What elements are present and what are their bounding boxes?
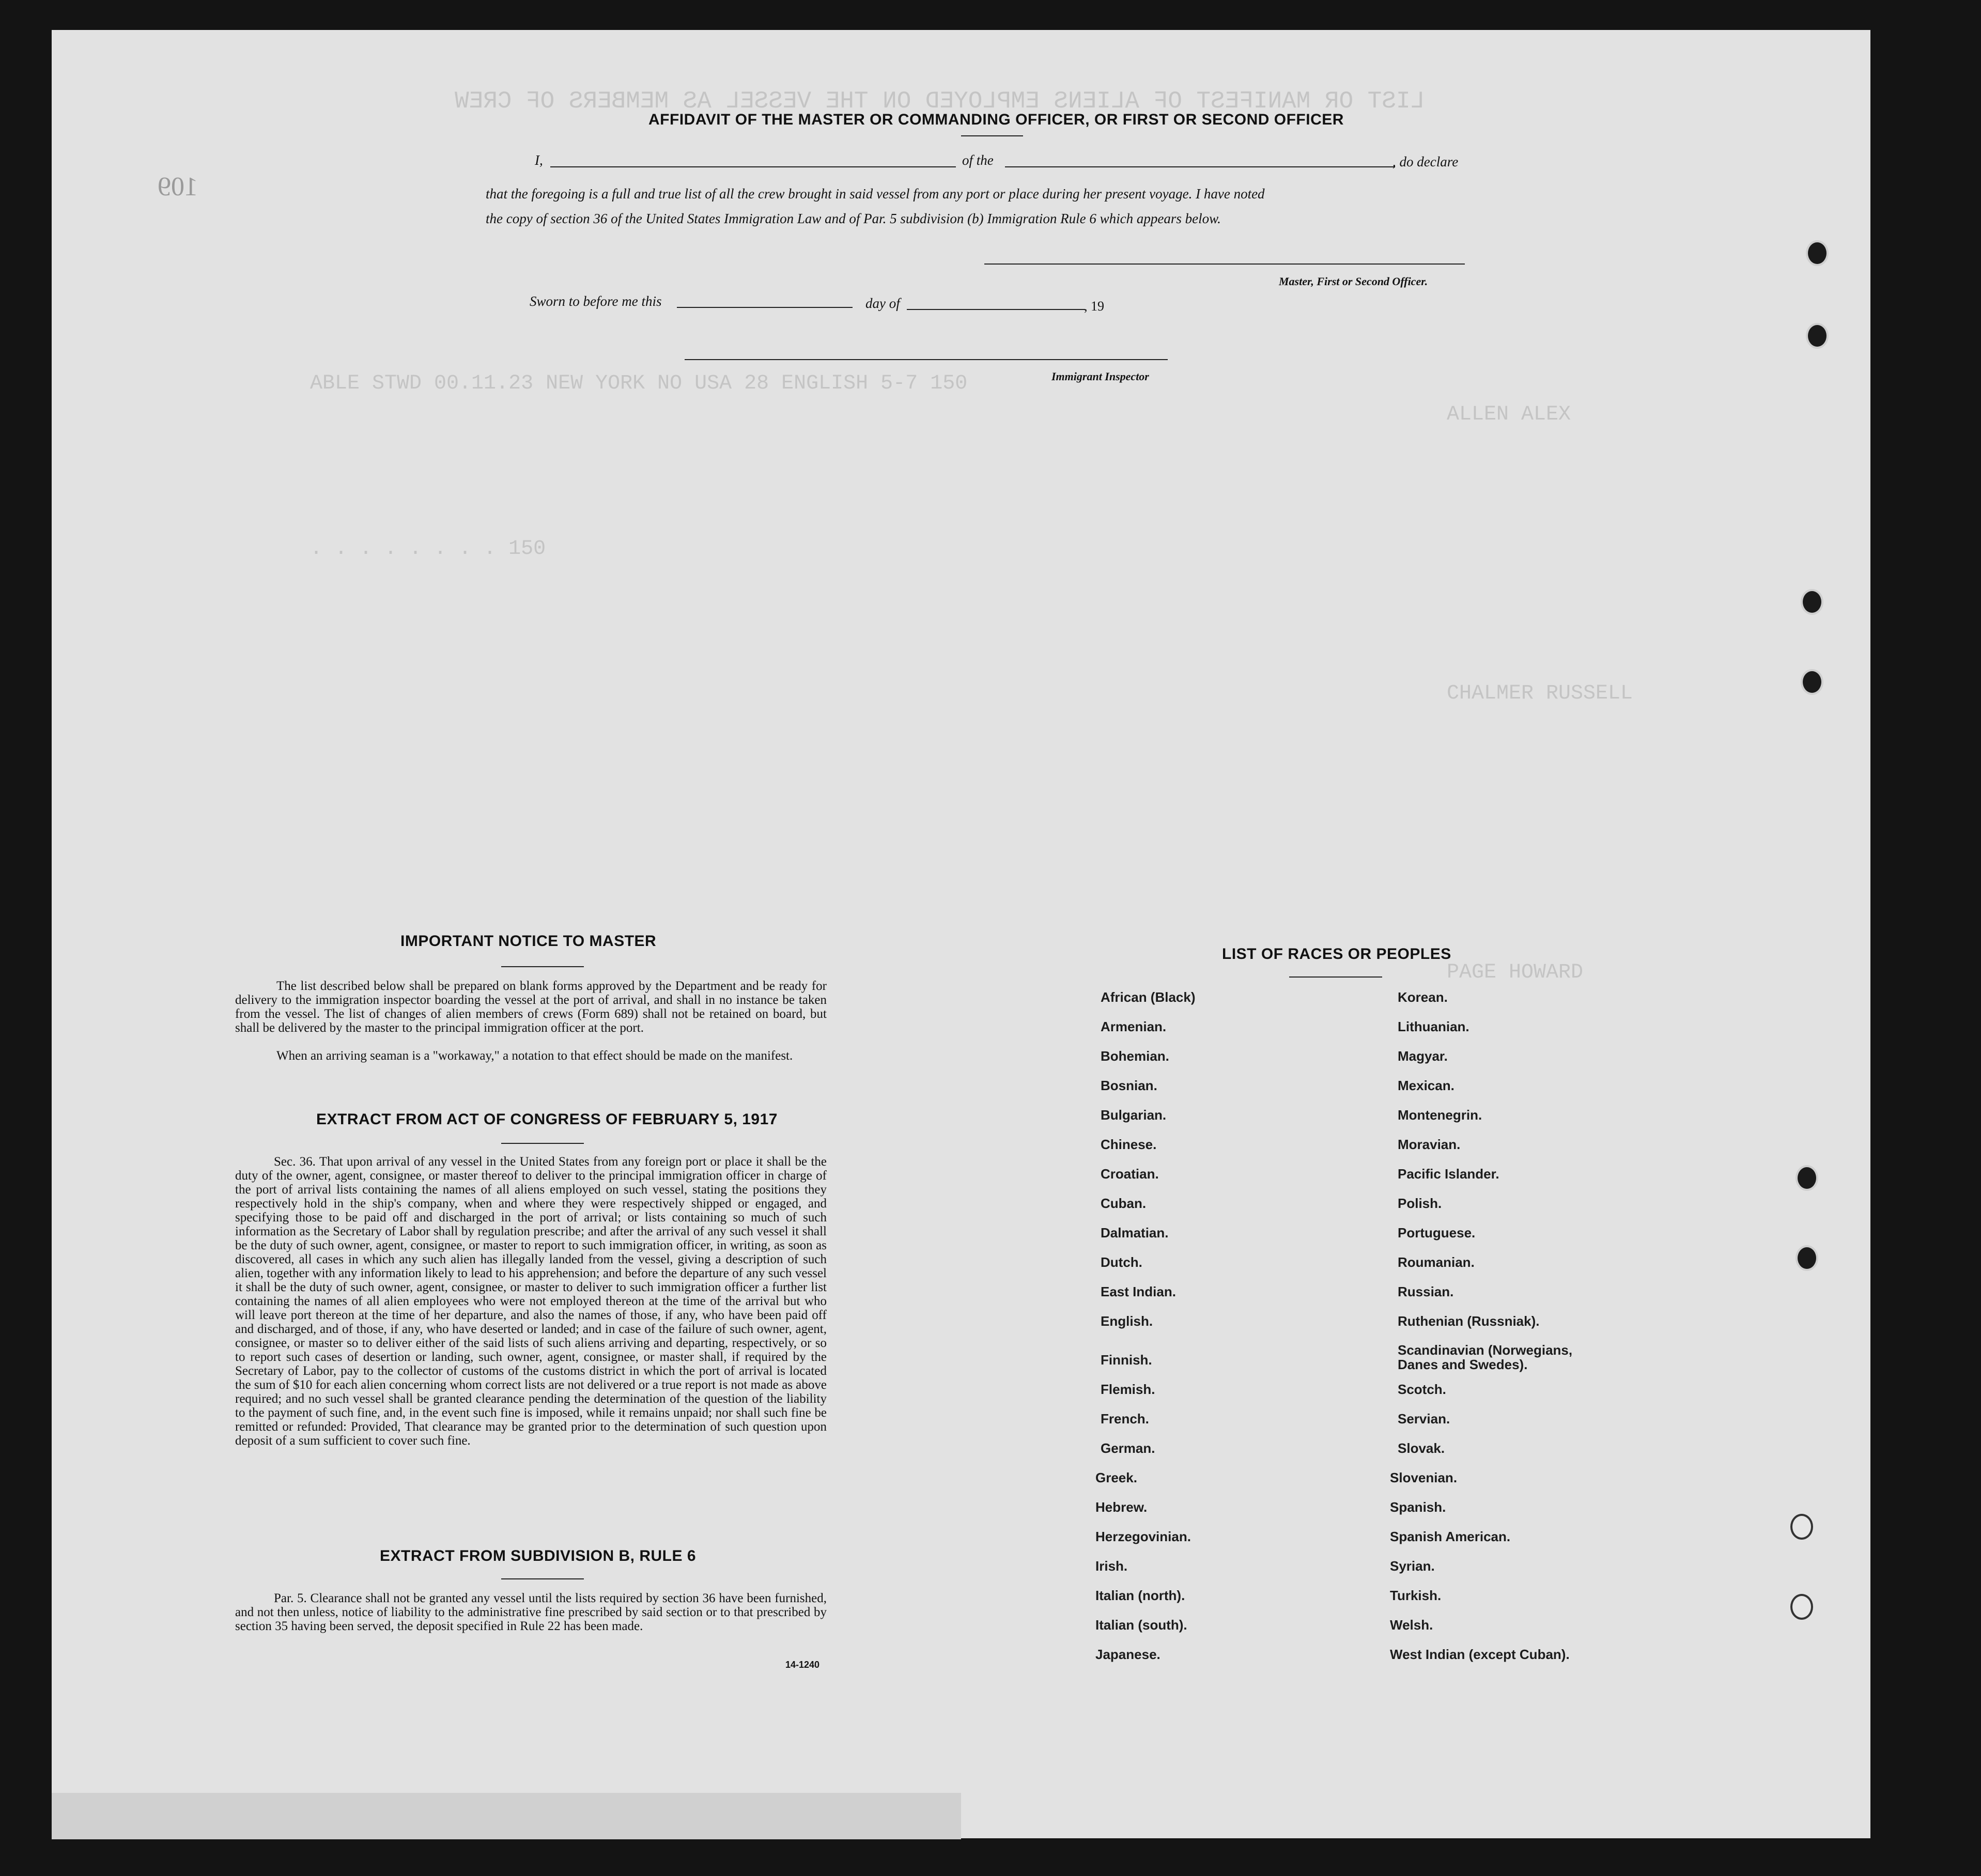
race-item: German. [1101,1440,1155,1456]
race-item: West Indian (except Cuban). [1390,1647,1570,1662]
race-item: Irish. [1095,1558,1128,1574]
race-item: Syrian. [1390,1558,1435,1574]
race-item: Spanish. [1390,1499,1446,1515]
race-item: Chinese. [1101,1137,1157,1152]
bleed-through-text: PAGE HOWARD [1447,961,1584,984]
race-item: Scotch. [1398,1382,1446,1397]
extract-rule-rule [501,1578,584,1579]
signature-line [984,263,1465,265]
document-page [52,30,1870,1838]
punch-hole [1806,240,1829,266]
race-item: Japanese. [1095,1647,1160,1662]
race-item: Servian. [1398,1411,1450,1427]
sworn-month-line [907,309,1085,310]
extract-act-text: Sec. 36. That upon arrival of any vessel in the United States from any foreign port or place it shall be the duty of the owner, agent, consignee, or master thereof to deliver to the principal immigration officer in charge of the port of arrival lists containing the names of all aliens employed on such vessel, stating the positions they respectively hold in the ship's company, when and where they were respectively shipped or engaged, and specifying those to be paid off and discharged in the port of arrival; or lists containing so much of such information as the Secretary of Labor shall by regulation prescribe; and after the arrival of any such vessel it shall be the duty of such owner, agent, consignee, or master to report to such immigration officer, in writing, as soon as discovered, all cases in which any such alien has illegally landed from the vessel, giving a description of such alien, together with any information likely to lead to his apprehension; and before the departure of any such vessel it shall be the duty of such owner, agent, consignee, or master to deliver to such immigration officer a further list containing the names of all alien employees who were not employed thereon at the time of the arrival but who will leave port thereon at the time of her departure, and also the names of those, if any, who have been paid off and discharged, and of those, if any, who have deserted or landed; and in case of the failure of such owner, agent, consignee, or master so to deliver either of the said lists of such aliens arriving and departing, respectively, or so to report such cases of desertion or landing, such owner, agent, consignee, or master shall, if required by the Secretary of Labor, pay to the collector of customs of the customs district in which the port of arrival is located the sum of $10 for each alien concerning whom correct lists are not delivered or a true report is not made as above required; and no such vessel shall be granted clearance pending the determination of the question of the liability to the payment of such fine, and, in the event such fine is imposed, while it remains unpaid; nor shall such fine be remitted or refunded: Provided, That clearance may be granted prior to the determination of such question upon deposit of a sum sufficient to cover such fine. [235,1155,827,1448]
race-item: Polish. [1398,1196,1442,1211]
race-item: Mexican. [1398,1078,1454,1093]
race-item: Bosnian. [1101,1078,1157,1093]
affidavit-statement: that the foregoing is a full and true list of all the crew brought in said vessel from any port or place during her present voyage. I have noted [486,186,1265,201]
punch-hole [1806,323,1829,349]
race-item: Montenegrin. [1398,1107,1482,1123]
race-item: Greek. [1095,1470,1137,1485]
title-rule [961,135,1023,136]
race-item: Dutch. [1101,1254,1142,1270]
form-number: 14-1240 [785,1660,820,1670]
races-title: LIST OF RACES OR PEOPLES [1222,945,1451,963]
sworn-day-line [677,307,853,308]
notice-paragraph-1: The list described below shall be prepared on blank forms approved by the Department and be ready for delivery to the immigration inspector boarding the vessel at the port of arrival, and shall in no instance be taken from the vessel. The list of changes of alien members of crews (Form 689) shall not be retained on board, but shall be delivered by the master to the principal immigration officer at the port. [235,979,827,1035]
punch-hole [1790,1514,1813,1540]
race-item: Welsh. [1390,1617,1433,1633]
extract-rule-text: Par. 5. Clearance shall not be granted any vessel until the lists required by section 36 have been furnished, and not then unless, notice of liability to the administrative fine prescribed by said section or to that prescribed by section 35 having been served, the deposit specified in Rule 22 has been made. [235,1591,827,1633]
extract-act-title: EXTRACT FROM ACT OF CONGRESS OF FEBRUARY 5, 1917 [316,1111,778,1128]
race-item: Moravian. [1398,1137,1461,1152]
race-item: Slovak. [1398,1440,1445,1456]
notice-paragraph-2: When an arriving seaman is a "workaway," a notation to that effect should be made on the manifest. [276,1049,793,1063]
bleed-through-text: CHALMER RUSSELL [1447,682,1633,705]
race-item: Slovenian. [1390,1470,1458,1485]
inspector-line [685,359,1168,360]
race-item: Armenian. [1101,1019,1167,1034]
affidavit-of-the: of the [962,152,994,168]
race-item: Italian (north). [1095,1588,1185,1603]
affidavit-statement-cont: the copy of section 36 of the United States Immigration Law and of Par. 5 subdivision (b) Immigration Rule 6 which appears below. [486,211,1221,226]
race-item: Finnish. [1101,1352,1152,1368]
affidavit-declare: , do declare [1392,154,1459,169]
extract-act-rule [501,1143,584,1144]
sworn-text: Sworn to before me this [530,293,662,309]
race-item: Hebrew. [1095,1499,1148,1515]
bleed-through-header: LIST OR MANIFEST OF ALIENS EMPLOYED ON THE VESSEL AS MEMBERS OF CREW [455,88,1425,115]
punch-hole [1801,669,1823,695]
page-edge [52,1793,961,1839]
race-item: Korean. [1398,989,1448,1005]
race-item: English. [1101,1313,1153,1329]
race-item: Cuban. [1101,1196,1147,1211]
race-item: Italian (south). [1095,1617,1187,1633]
affidavit-title: AFFIDAVIT OF THE MASTER OR COMMANDING OFFICER, OR FIRST OR SECOND OFFICER [648,111,1344,128]
affidavit-i: I, [535,152,543,168]
race-item: Magyar. [1398,1048,1448,1064]
race-item: Lithuanian. [1398,1019,1469,1034]
race-item: French. [1101,1411,1149,1427]
margin-number: 109 [158,172,198,201]
punch-hole [1801,589,1823,615]
vessel-field-line [1005,166,1395,167]
race-item: Dalmatian. [1101,1225,1169,1241]
race-item: Croatian. [1101,1166,1159,1182]
race-item: Portuguese. [1398,1225,1476,1241]
race-item: Flemish. [1101,1382,1155,1397]
race-item: Herzegovinian. [1095,1529,1191,1544]
punch-hole [1796,1245,1818,1271]
race-item: African (Black) [1101,989,1196,1005]
races-rule [1289,976,1382,978]
race-item: Bulgarian. [1101,1107,1167,1123]
punch-hole [1796,1165,1818,1191]
bleed-through-text: ABLE STWD 00.11.23 NEW YORK NO USA 28 ENGLISH 5-7 150 [310,372,968,395]
signature-label: Master, First or Second Officer. [1279,275,1428,288]
notice-rule [501,966,584,967]
sworn-year: , 19 [1084,299,1104,314]
race-item: Roumanian. [1398,1254,1475,1270]
race-item: Russian. [1398,1284,1454,1299]
bleed-through-text: ALLEN ALEX [1447,403,1571,426]
extract-rule-title: EXTRACT FROM SUBDIVISION B, RULE 6 [380,1547,697,1564]
race-item: Spanish American. [1390,1529,1511,1544]
sworn-day-of: day of [865,296,900,311]
race-item: Pacific Islander. [1398,1166,1499,1182]
notice-title: IMPORTANT NOTICE TO MASTER [400,933,657,950]
race-item: Ruthenian (Russniak). [1398,1313,1540,1329]
race-item: Scandinavian (Norwegians, Danes and Swedes). [1398,1342,1573,1372]
race-item: Turkish. [1390,1588,1442,1603]
inspector-label: Immigrant Inspector [1051,370,1149,383]
punch-hole [1790,1594,1813,1620]
bleed-through-text: . . . . . . . . 150 [310,537,546,561]
name-field-line [550,166,956,167]
race-item: East Indian. [1101,1284,1176,1299]
race-item: Bohemian. [1101,1048,1169,1064]
